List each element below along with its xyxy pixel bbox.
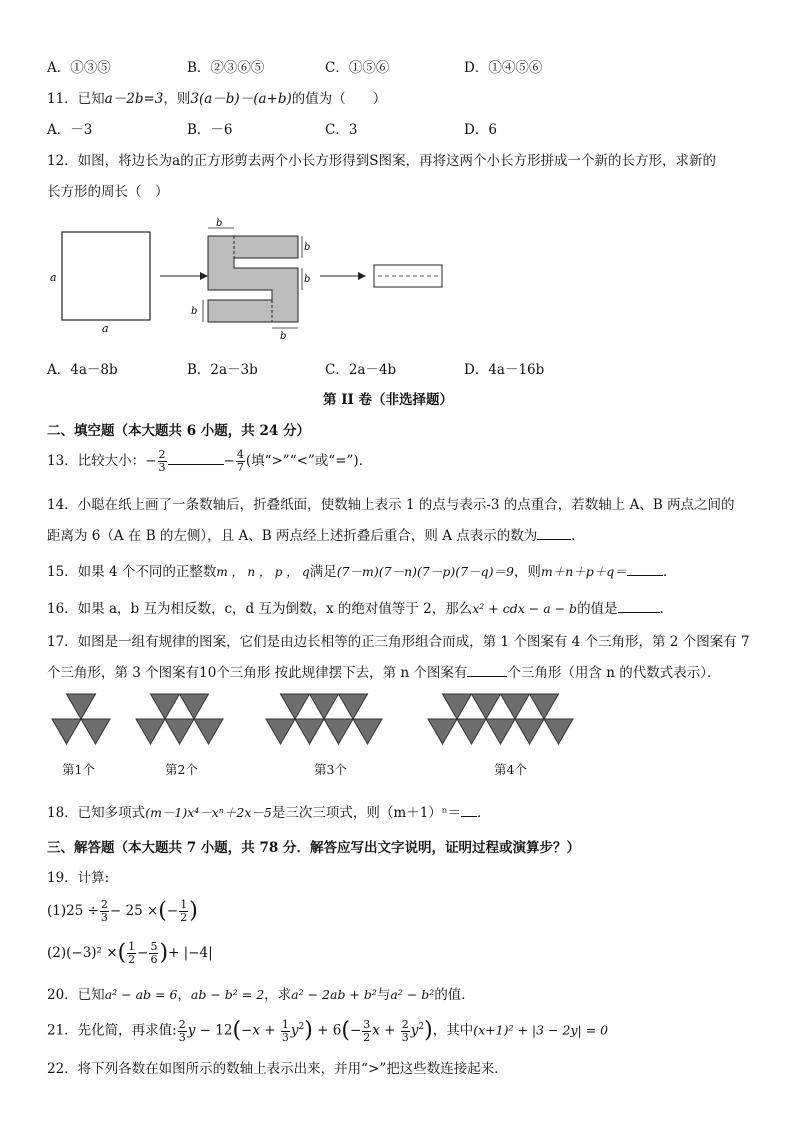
q14-answer-blank[interactable] <box>537 539 571 540</box>
q11-condition: a－2b=3 <box>104 91 164 107</box>
pattern-triangle <box>194 719 223 744</box>
q12-option-b: B．2a－3b <box>187 362 258 378</box>
pattern-triangle <box>544 719 573 744</box>
q14-line2: 距离为 6（A 在 B 的左侧），且 A、B 两点经上述折叠后重合，则 A 点表示的数为 ． <box>47 528 585 544</box>
q12-stem-line2: 长方形的周长（ ） <box>47 184 169 200</box>
q12-option-a: A．4a－8b <box>47 362 118 378</box>
q18-polynomial: (m－1)x⁴－xⁿ＋2x－5 <box>145 805 272 820</box>
q13-fraction-2: $\frac{4}{7}$ <box>236 448 244 474</box>
pattern-triangle <box>428 719 457 744</box>
pattern-triangle <box>81 719 110 744</box>
q15: 15．如果 4 个不同的正整数m ， n ， p ， q满足(7－m)(7－n)(7－p)(7－q)＝9，则m＋n＋p＋q＝ ． <box>47 564 677 580</box>
s-label-b-right1: b <box>304 242 311 253</box>
q17-line1: 17．如图是一组有规律的图案，它们是由边长相等的正三角形组合而成，第 1 个图案有 4 个三角形，第 2 个图案有 7 <box>47 634 750 650</box>
q11-option-b: B．－6 <box>187 122 233 138</box>
q17-line2: 个三角形，第 3 个图案有10个三角形 按此规律摆下去，第 n 个图案有 个三角形（用含 n 的代数式表示）． <box>47 665 721 681</box>
s-label-b-left: b <box>191 306 198 317</box>
q10-option-a: A．①③⑤ <box>47 60 111 76</box>
q11-option-c: C．3 <box>325 122 358 138</box>
s-label-b-bottom: b <box>280 331 287 342</box>
q18-answer-blank[interactable] <box>461 816 477 817</box>
pattern-triangle <box>501 694 530 719</box>
q19-part2: (2)(−3)² ×( $\frac{1}{2}$ − $\frac{5}{6}$ )+ |−4| <box>47 940 213 966</box>
q17-caption-4: 第4个 <box>494 762 527 777</box>
q11-expression: 3(a－b)－(a+b) <box>190 91 292 107</box>
q12-figure <box>40 218 460 343</box>
q17-answer-blank[interactable] <box>467 676 507 677</box>
square-side-label-bottom: a <box>102 322 109 335</box>
pattern-triangle <box>165 719 194 744</box>
q11-stem: 11．已知a－2b=3，则3(a－b)－(a+b)的值为（ ） <box>47 91 387 107</box>
pattern-triangle <box>295 719 324 744</box>
q10-option-b: B．②③⑥⑤ <box>187 60 265 76</box>
q12-option-d: D．4a－16b <box>464 362 545 378</box>
q17-caption-1: 第1个 <box>62 762 95 777</box>
q20: 20．已知a² − ab = 6，ab − b² = 2，求a² − 2ab + b²与a² − b²的值． <box>47 987 475 1003</box>
pattern-triangle <box>515 719 544 744</box>
q11-option-d: D．6 <box>464 122 497 138</box>
square <box>62 232 150 320</box>
pattern-triangle <box>310 694 339 719</box>
q17-triangle-patterns <box>44 688 604 750</box>
q16-answer-blank[interactable] <box>618 612 660 613</box>
q13-answer-blank[interactable] <box>168 464 224 465</box>
pattern-triangle <box>472 694 501 719</box>
q13-fraction-1: $\frac{2}{3}$ <box>158 448 166 474</box>
q17-caption-2: 第2个 <box>165 762 198 777</box>
arrow-1-head <box>200 272 208 280</box>
section2-heading: 二、填空题（本大题共 6 小题，共 24 分） <box>47 423 310 439</box>
q15-condition: (7－m)(7－n)(7－p)(7－q)＝9 <box>336 564 514 579</box>
q12-stem-line1: 12．如图，将边长为a的正方形剪去两个小长方形得到S图案，再将这两个小长方形拼成一个新的长方形，求新的 <box>47 153 716 169</box>
q12-option-c: C．2a－4b <box>325 362 397 378</box>
pattern-triangle <box>324 719 353 744</box>
q19-part1: (1)25 ÷ $\frac{2}{3}$ − 25 ×(− $\frac{1}{2}$ ) <box>47 898 198 924</box>
s-label-b-right2: b <box>304 274 311 285</box>
q10-option-d: D．①④⑤⑥ <box>464 60 543 76</box>
part2-title: 第 II 卷（非选择题） <box>323 392 454 408</box>
s-label-b-top: b <box>216 218 223 229</box>
q14-line1: 14．小聪在纸上画了一条数轴后，折叠纸面，使数轴上表示 1 的点与表示-3 的点重合，若数轴上 A、B 两点之间的 <box>47 497 735 513</box>
pattern-triangle <box>353 719 382 744</box>
pattern-triangle <box>457 719 486 744</box>
pattern-triangle <box>180 694 209 719</box>
pattern-triangle <box>530 694 559 719</box>
pattern-triangle <box>266 719 295 744</box>
square-side-label-left: a <box>50 271 57 284</box>
q21: 21．先化简，再求值: $\frac{2}{3}$ y − 12(−x + $\frac{1}{3}$ $y^2) + 6(-$ $\frac{3}{2}$ x + $\frac{2}{3}$ $y^2$)，其中(x+1)² + |3 − 2y| = 0 <box>47 1017 609 1044</box>
pattern-triangle <box>339 694 368 719</box>
q13: 13．比较大小：− $\frac{2}{3}$ − $\frac{4}{7}$ (填“>”“<”或“=”)． <box>47 448 373 474</box>
q19-head: 19．计算: <box>47 870 110 886</box>
arrow-2-head <box>358 272 366 280</box>
pattern-triangle <box>443 694 472 719</box>
q22: 22．将下列各数在如图所示的数轴上表示出来，并用“>”把这些数连接起来． <box>47 1061 508 1077</box>
pattern-triangle <box>486 719 515 744</box>
q15-answer-blank[interactable] <box>627 575 663 576</box>
q17-caption-3: 第3个 <box>314 762 347 777</box>
pattern-triangle <box>136 719 165 744</box>
pattern-triangle <box>151 694 180 719</box>
s-shape <box>208 236 298 322</box>
q10-option-c: C．①⑤⑥ <box>325 60 390 76</box>
pattern-triangle <box>67 694 96 719</box>
pattern-triangle <box>281 694 310 719</box>
q16-expression: x² + cdx − a − b <box>472 601 578 616</box>
q18: 18．已知多项式(m－1)x⁴－xⁿ＋2x－5是三次三项式，则（m＋1）ⁿ＝ ． <box>47 805 491 821</box>
q11-option-a: A．－3 <box>47 122 93 138</box>
q16: 16．如果 a，b 互为相反数，c，d 互为倒数，x 的绝对值等于 2，那么x² + cdx − a − b的值是 ． <box>47 601 674 617</box>
pattern-triangle <box>52 719 81 744</box>
section3-heading: 三、解答题（本大题共 7 小题，共 78 分．解答应写出文字说明，证明过程或演算步？） <box>47 840 580 856</box>
